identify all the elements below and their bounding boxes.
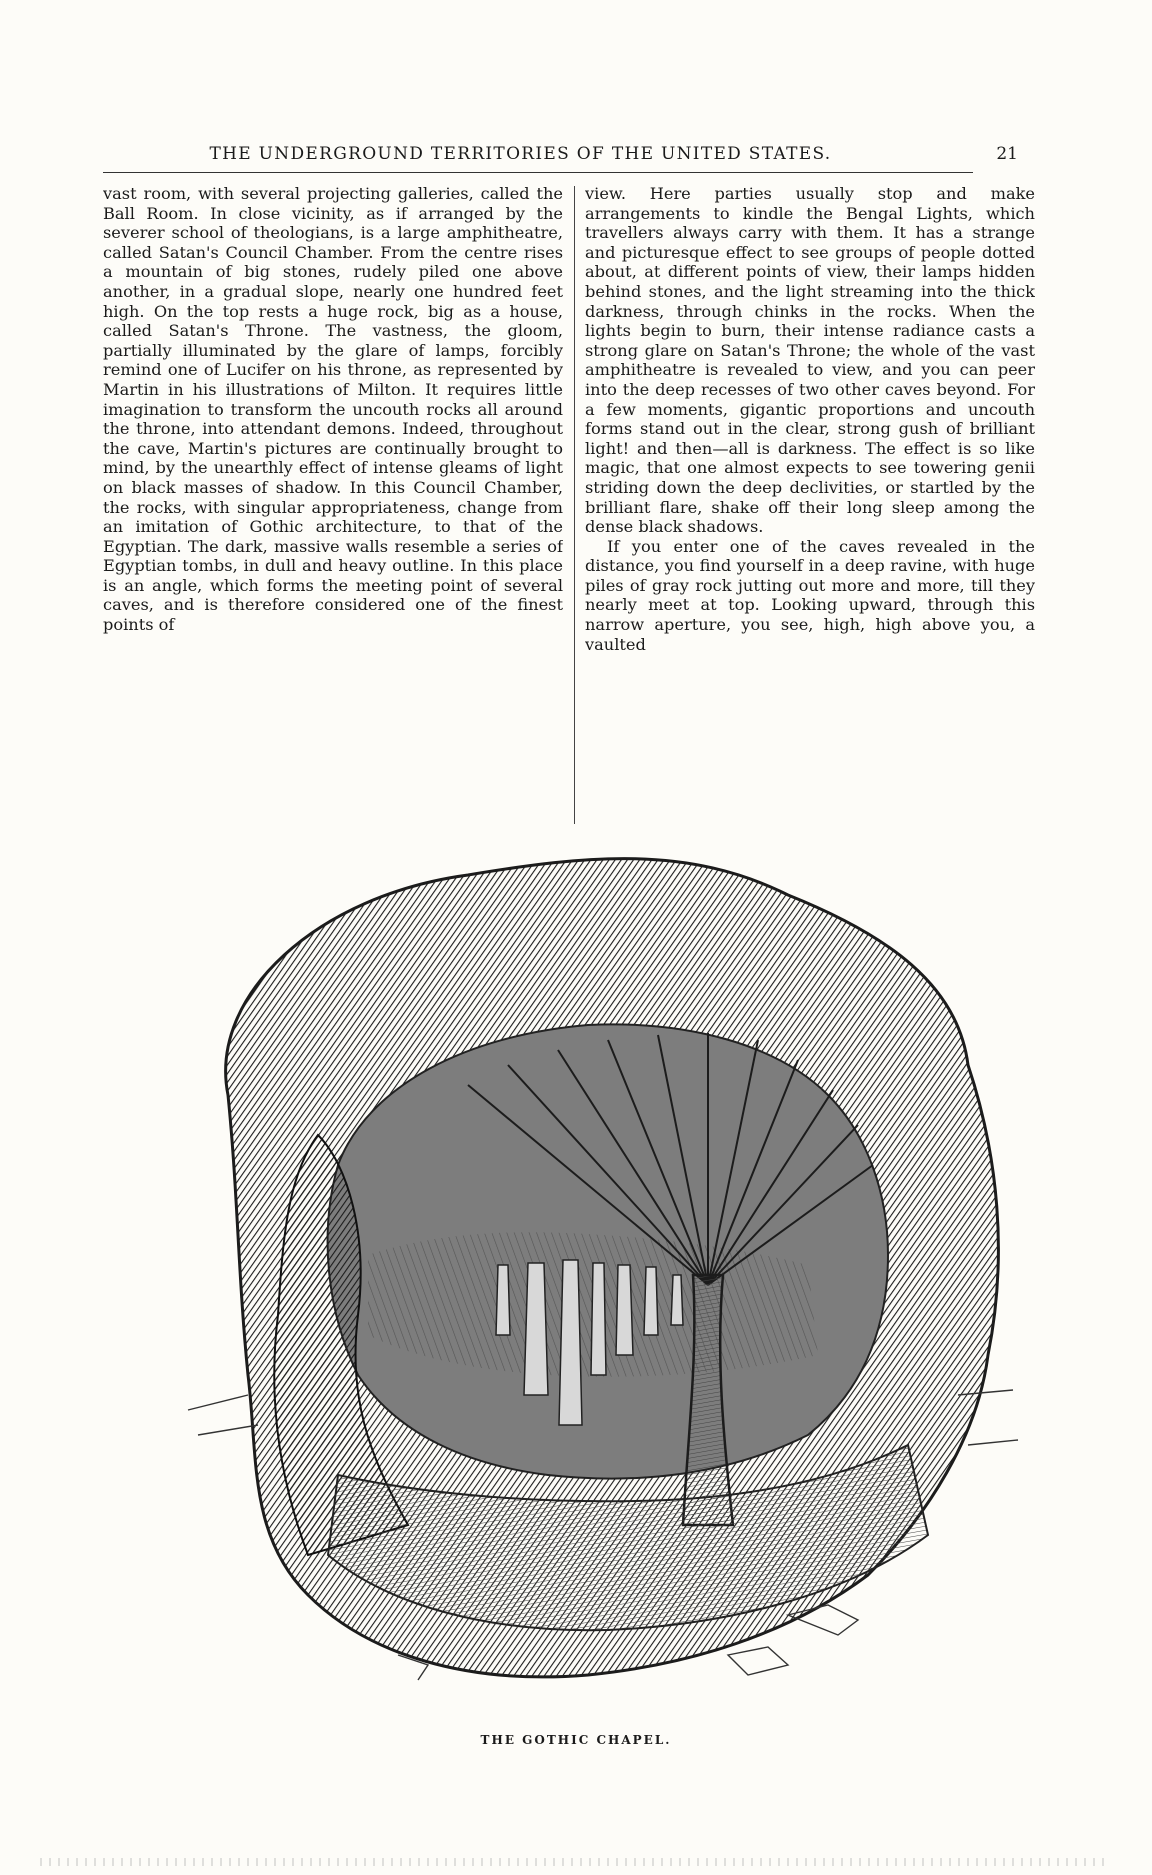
right-paragraph-2: If you enter one of the caves revealed in the distance, you find yourself in a deep ravine, with huge piles of gray rock jutting out more and more, till they nearly meet at top. Looking upward, through this narrow aperture, you see, high, high above you, a vaulted <box>585 536 1035 654</box>
column-divider <box>574 186 575 824</box>
left-column <box>103 184 563 824</box>
page-edge-noise <box>40 1858 1110 1866</box>
right-paragraph-1: view. Here parties usually stop and make arrangements to kindle the Bengal Lights, which travellers always carry with them. It has a strange and picturesque effect to see groups of people dotted about, at different points of view, their lamps hidden behind stones, and the light streaming into the thick darkness, through chinks in the rocks. When the lights begin to burn, their intense radiance casts a strong glare on Satan's Throne; the whole of the vast amphitheatre is revealed to view, and you can peer into the deep recesses of two other caves beyond. For a few moments, gigantic proportions and uncouth forms stand out in the clear, strong gush of brilliant light! and then—all is darkness. The effect is so like magic, that one almost expects to see towering genii striding down the deep declivities, or startled by the brilliant flare, shake off their long sleep among the dense black shadows. <box>585 184 1035 537</box>
left-paragraph-1: vast room, with several projecting galleries, called the Ball Room. In close vicinity, as if arranged by the severer school of theologians, is a large amphitheatre, called Satan's Council Chamber. From the centre rises a mountain of big stones, rudely piled one above another, in a gradual slope, nearly one hundred feet high. On the top rests a huge rock, big as a house, called Satan's Throne. The vastness, the gloom, partially illuminated by the glare of lamps, forcibly remind one of Lucifer on his throne, as represented by Martin in his illustrations of Milton. It requires little imagination to transform the uncouth rocks all around the throne, into attendant demons. Indeed, throughout the cave, Martin's pictures are continually brought to mind, by the unearthly effect of intense gleams of light on black masses of shadow. In this Council Chamber, the rocks, with singular appropriateness, change from an imitation of Gothic architecture, to that of the Egyptian. The dark, massive walls resemble a series of Egyptian tombs, in dull and heavy outline. In this place is an angle, which forms the meeting point of several caves, and is therefore considered one of the finest points of <box>103 184 563 635</box>
gothic-chapel-engraving <box>168 835 1028 1715</box>
right-column <box>585 184 1035 824</box>
figure-caption: THE GOTHIC CHAPEL. <box>480 1733 672 1747</box>
running-head: THE UNDERGROUND TERRITORIES OF THE UNITED STATES. <box>209 144 832 164</box>
page-number: 21 <box>996 144 1018 164</box>
cave-illustration <box>168 835 1028 1715</box>
page-header <box>103 140 1018 176</box>
header-rule <box>103 172 973 173</box>
